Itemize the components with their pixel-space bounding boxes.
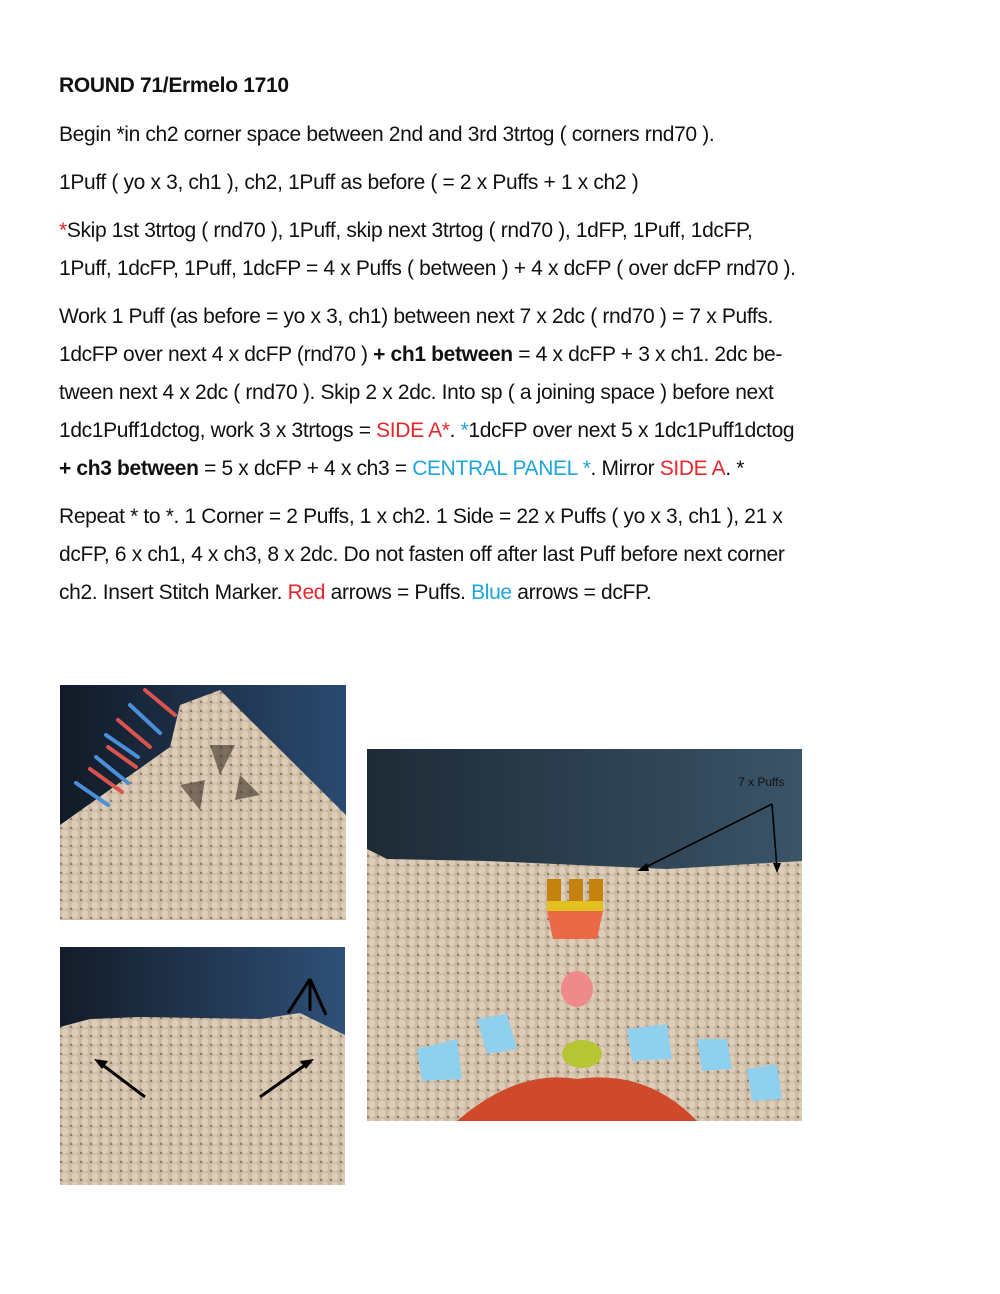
paragraph-repeat bbox=[59, 498, 939, 612]
text-run: ch2. Insert Stitch Marker. bbox=[59, 581, 288, 604]
text-run: 1dc1Puff1dctog, work 3 x 3trtogs = bbox=[59, 419, 377, 442]
paragraph-begin: Begin *in ch2 corner space between 2nd and 3rd 3trtog ( corners rnd70 ). bbox=[59, 123, 715, 146]
repeat-star: * bbox=[59, 219, 67, 242]
text-line: Repeat * to *. 1 Corner = 2 Puffs, 1 x ch2. 1 Side = 22 x Puffs ( yo x 3, ch1 ), 21 x bbox=[59, 505, 783, 528]
side-a-label: SIDE A* bbox=[376, 419, 450, 442]
photo-corner bbox=[60, 685, 346, 920]
page-title: ROUND 71/Ermelo 1710 bbox=[59, 74, 289, 97]
text-run: arrows = Puffs. bbox=[325, 581, 472, 604]
text-run: arrows = dcFP. bbox=[511, 581, 652, 604]
text-run: . * bbox=[725, 457, 745, 480]
blue-legend: Blue bbox=[471, 581, 512, 604]
text-line: Skip 1st 3trtog ( rnd70 ), 1Puff, skip next 3trtog ( rnd70 ), 1dFP, 1Puff, 1dcFP, bbox=[66, 219, 753, 242]
text-line: 1Puff, 1dcFP, 1Puff, 1dcFP = 4 x Puffs ( between ) + 4 x dcFP ( over dcFP rnd70 ). bbox=[59, 257, 796, 280]
photo-central-panel bbox=[367, 749, 802, 1121]
text-run: 1dcFP over next 5 x 1dc1Puff1dctog bbox=[468, 419, 795, 442]
text-run: = 5 x dcFP + 4 x ch3 = bbox=[198, 457, 413, 480]
text-line: tween next 4 x 2dc ( rnd70 ). Skip 2 x 2dc. Into sp ( a joining space ) before next bbox=[59, 381, 774, 404]
text-run: = 4 x dcFP + 3 x ch1. 2dc be- bbox=[512, 343, 783, 366]
central-panel-label: CENTRAL PANEL * bbox=[412, 457, 591, 480]
paragraph-skip bbox=[59, 212, 939, 288]
paragraph-work-puffs bbox=[59, 298, 939, 488]
central-star: * bbox=[460, 419, 469, 442]
text-run: . Mirror bbox=[590, 457, 660, 480]
red-legend: Red bbox=[287, 581, 326, 604]
paragraph-puff-corner: 1Puff ( yo x 3, ch1 ), ch2, 1Puff as before ( = 2 x Puffs + 1 x ch2 ) bbox=[59, 171, 639, 194]
text-run: 1dcFP over next 4 x dcFP (rnd70 ) bbox=[59, 343, 374, 366]
side-a-label: SIDE A bbox=[659, 457, 726, 480]
photo-edge bbox=[60, 947, 345, 1185]
photo-caption: 7 x Puffs bbox=[738, 775, 785, 789]
text-line: dcFP, 6 x ch1, 4 x ch3, 8 x 2dc. Do not fasten off after last Puff before next corner bbox=[59, 543, 785, 566]
text-run: . bbox=[449, 419, 461, 442]
bold-text: + ch3 between bbox=[59, 457, 199, 480]
text-line: Work 1 Puff (as before = yo x 3, ch1) between next 7 x 2dc ( rnd70 ) = 7 x Puffs. bbox=[59, 305, 774, 328]
bold-text: + ch1 between bbox=[373, 343, 513, 366]
